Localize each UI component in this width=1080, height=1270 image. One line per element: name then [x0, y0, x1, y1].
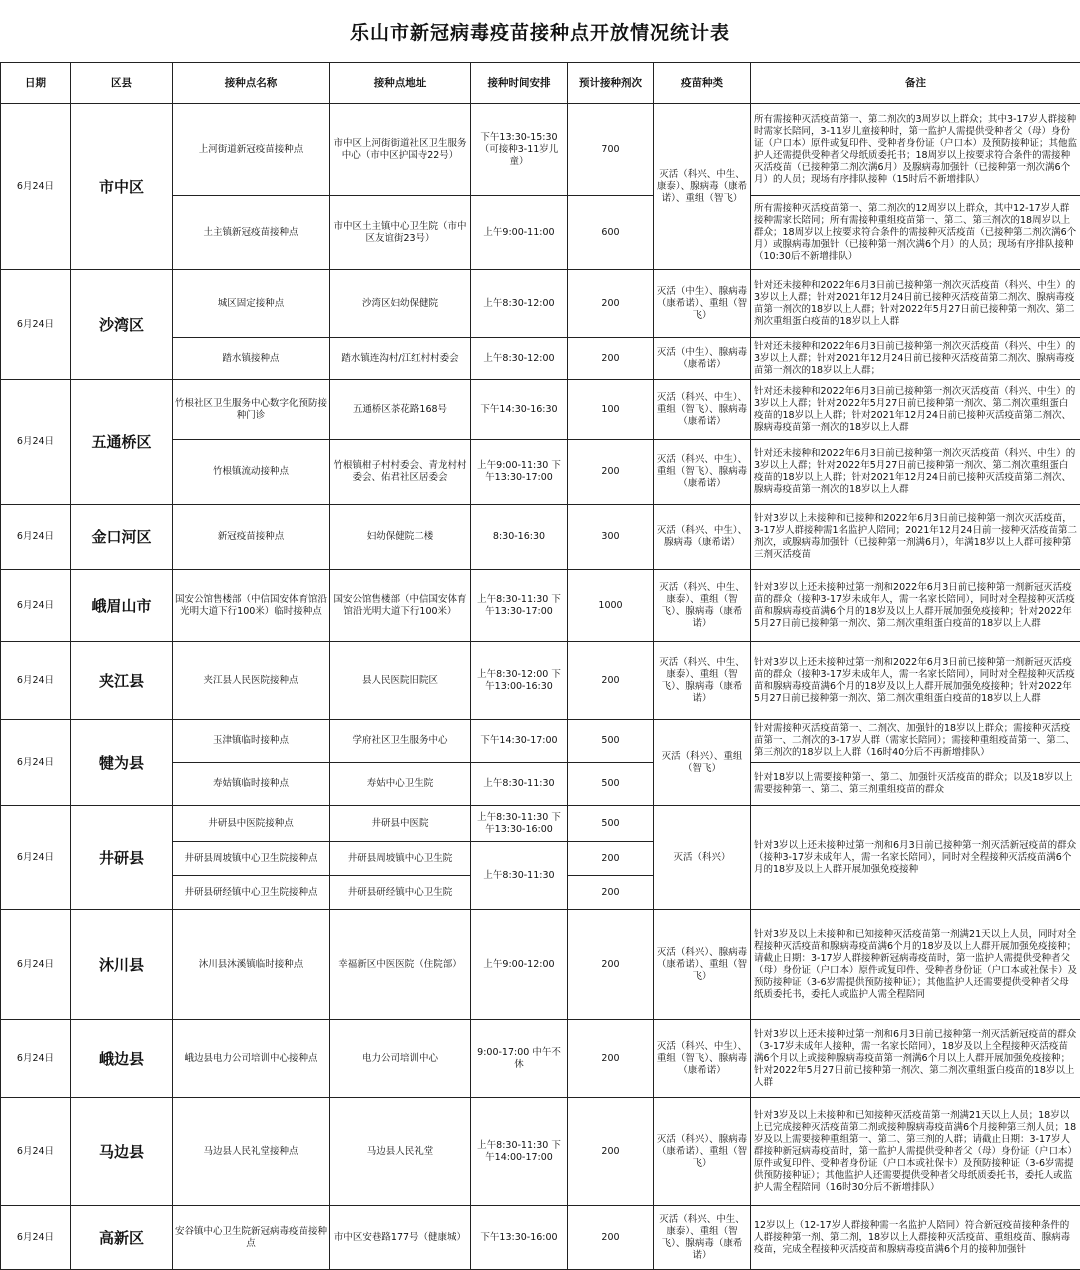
district-cell: 高新区 — [71, 1206, 173, 1270]
sheet-title: 乐山市新冠病毒疫苗接种点开放情况统计表 — [349, 21, 730, 44]
time-cell: 上午8:30-11:30 下午14:00-17:00 — [471, 1098, 568, 1206]
table-row — [1, 1098, 1080, 1206]
site-address-cell: 井研县中医院 — [330, 806, 471, 842]
note-cell: 所有需接种灭活疫苗第一、第二剂次的12周岁以上群众，其中12-17岁人群接种需家长陪同；所有需接种重组疫苗第一、第二、第三剂次的18周岁以上群众；18周岁以上按要求符合条件的需接种灭活疫苗（已接种第二剂次满6个月）或腺病毒加强针（已接种第一剂次满6个月）的人员；现场有序排队接种（10:30后不新增排队） — [751, 196, 1080, 270]
site-address-cell: 国安公馆售楼部（中信国安体育馆沿光明大道下行100米） — [330, 570, 471, 642]
date-cell: 6月24日 — [1, 720, 71, 806]
time-cell: 下午13:30-16:00 — [471, 1206, 568, 1270]
header-site-address: 接种点地址 — [330, 63, 471, 104]
doses-cell: 700 — [568, 104, 654, 196]
table-row — [1, 380, 1080, 440]
time-cell: 上午8:30-12:00 — [471, 270, 568, 338]
time-cell: 上午9:00-11:00 — [471, 196, 568, 270]
doses-cell: 300 — [568, 505, 654, 570]
doses-cell: 200 — [568, 1020, 654, 1098]
doses-cell: 200 — [568, 440, 654, 505]
site-name-cell: 国安公馆售楼部（中信国安体育馆沿光明大道下行100米）临时接种点 — [173, 570, 330, 642]
site-name-cell: 土主镇新冠疫苗接种点 — [173, 196, 330, 270]
time-cell: 上午8:30-12:00 — [471, 338, 568, 380]
doses-cell: 600 — [568, 196, 654, 270]
note-cell: 针对3岁以上还未接种过第一剂和2022年6月3日前已接种第一剂新冠灭活疫苗的群众（接种3-17岁未成年人，需一名家长陪同），同时对全程接种灭活疫苗和腺病毒疫苗满6个月的18岁及以上人群开展加强免疫接种；针对2022年5月27日前已接种第一剂次、第二剂次重组蛋白疫苗的18岁以上人群 — [751, 570, 1080, 642]
district-cell: 夹江县 — [71, 642, 173, 720]
site-address-cell: 市中区安巷路177号（健康城） — [330, 1206, 471, 1270]
site-name-cell: 竹根镇流动接种点 — [173, 440, 330, 505]
date-cell: 6月24日 — [1, 380, 71, 505]
time-cell: 上午9:00-12:00 — [471, 910, 568, 1020]
doses-cell: 200 — [568, 842, 654, 876]
site-address-cell: 马边县人民礼堂 — [330, 1098, 471, 1206]
time-cell: 8:30-16:30 — [471, 505, 568, 570]
district-cell: 沐川县 — [71, 910, 173, 1020]
table-row — [1, 270, 1080, 338]
vaccine-cell: 灭活（科兴）、重组（智飞） — [654, 720, 751, 806]
time-cell: 上午8:30-11:30 下午13:30-17:00 — [471, 570, 568, 642]
date-cell: 6月24日 — [1, 505, 71, 570]
site-name-cell: 踏水镇接种点 — [173, 338, 330, 380]
time-cell: 上午8:30-11:30 — [471, 842, 568, 910]
site-name-cell: 沐川县沐溪镇临时接种点 — [173, 910, 330, 1020]
header-site-name: 接种点名称 — [173, 63, 330, 104]
site-name-cell: 井研县周坡镇中心卫生院接种点 — [173, 842, 330, 876]
district-cell: 犍为县 — [71, 720, 173, 806]
doses-cell: 500 — [568, 720, 654, 763]
district-cell: 峨眉山市 — [71, 570, 173, 642]
district-cell: 峨边县 — [71, 1020, 173, 1098]
site-name-cell: 上河街道新冠疫苗接种点 — [173, 104, 330, 196]
doses-cell: 200 — [568, 338, 654, 380]
district-cell: 金口河区 — [71, 505, 173, 570]
header-date: 日期 — [1, 63, 71, 104]
district-cell: 市中区 — [71, 104, 173, 270]
site-address-cell: 踏水镇连沟村/江红村村委会 — [330, 338, 471, 380]
date-cell: 6月24日 — [1, 570, 71, 642]
site-name-cell: 马边县人民礼堂接种点 — [173, 1098, 330, 1206]
site-address-cell: 井研县研经镇中心卫生院 — [330, 876, 471, 910]
doses-cell: 500 — [568, 763, 654, 806]
time-cell: 9:00-17:00 中午不休 — [471, 1020, 568, 1098]
site-name-cell: 新冠疫苗接种点 — [173, 505, 330, 570]
district-cell: 井研县 — [71, 806, 173, 910]
vaccine-cell: 灭活（科兴、中生、康泰）、重组（智飞）、腺病毒（康希诺） — [654, 1206, 751, 1270]
vaccine-cell: 灭活（科兴、中生、康泰）、重组（智飞）、腺病毒（康希诺） — [654, 642, 751, 720]
vaccination-table — [0, 62, 1080, 1270]
doses-cell: 200 — [568, 876, 654, 910]
note-cell: 针对3岁及以上未接种和已知接种灭活疫苗第一剂满21天以上人员；18岁以上已完成接种灭活疫苗第二剂或接种腺病毒疫苗满6个月接种第三剂人员；18岁及以上需要接种重组第一、第二、第三剂的人群；请截止日期：3-17岁人群接种新冠病毒疫苗时，第一监护人需提供受种者父（母）身份证（户口本）原件或复印件、受种者身份证（户口本或社保卡）及预防接种证（3-6岁需提供预防接种证）；其他监护人还需要提供受种者父母纸质委托书，委托人或监护人需全程陪同（16时30分后不新增排队） — [751, 1098, 1080, 1206]
date-cell: 6月24日 — [1, 1098, 71, 1206]
header-district: 区县 — [71, 63, 173, 104]
doses-cell: 500 — [568, 806, 654, 842]
table-row — [1, 505, 1080, 570]
site-address-cell: 妇幼保健院二楼 — [330, 505, 471, 570]
time-cell: 上午8:30-12:00 下午13:00-16:30 — [471, 642, 568, 720]
date-cell: 6月24日 — [1, 1206, 71, 1270]
doses-cell: 200 — [568, 1098, 654, 1206]
vaccine-cell: 灭活（科兴）、腺病毒（康希诺）、重组（智飞） — [654, 910, 751, 1020]
site-name-cell: 夹江县人民医院接种点 — [173, 642, 330, 720]
site-address-cell: 井研县周坡镇中心卫生院 — [330, 842, 471, 876]
district-cell: 马边县 — [71, 1098, 173, 1206]
vaccine-cell: 灭活（中生）、腺病毒（康希诺）、重组（智飞） — [654, 270, 751, 338]
site-name-cell: 寿姑镇临时接种点 — [173, 763, 330, 806]
site-name-cell: 安谷镇中心卫生院新冠病毒疫苗接种点 — [173, 1206, 330, 1270]
vaccine-cell: 灭活（科兴、中生）、重组（智飞）、腺病毒（康希诺） — [654, 380, 751, 440]
note-cell: 针对还未接种和2022年6月3日前已接种第一剂次灭活疫苗（科兴、中生）的3岁以上人群；针对2021年12月24日前已接种灭活疫苗第二剂次、腺病毒疫苗第一剂次的18岁以上人群； — [751, 338, 1080, 380]
table-row — [1, 1020, 1080, 1098]
site-address-cell: 幸福新区中医医院（住院部） — [330, 910, 471, 1020]
note-cell: 针对需接种灭活疫苗第一、二剂次、加强针的18岁以上群众；需接种灭活疫苗第一、二剂次的3-17岁人群（需家长陪同）；需接种重组疫苗第一、第二、第三剂次的18岁以上人群（16时40分后不再新增排队） — [751, 720, 1080, 763]
vaccine-cell: 灭活（科兴、中生）、腺病毒（康希诺） — [654, 505, 751, 570]
date-cell: 6月24日 — [1, 642, 71, 720]
site-address-cell: 五通桥区茶花路168号 — [330, 380, 471, 440]
doses-cell: 200 — [568, 910, 654, 1020]
district-cell: 沙湾区 — [71, 270, 173, 380]
table-row — [1, 720, 1080, 763]
table-row — [1, 642, 1080, 720]
time-cell: 上午9:00-11:30 下午13:30-17:00 — [471, 440, 568, 505]
vaccine-cell: 灭活（科兴、中生、康泰）、腺病毒（康希诺）、重组（智飞） — [654, 104, 751, 270]
site-name-cell: 井研县中医院接种点 — [173, 806, 330, 842]
note-cell: 12岁以上（12-17岁人群接种需一名监护人陪同）符合新冠疫苗接种条件的人群接种第一剂、第二剂，18岁以上人群接种灭活疫苗、重组疫苗、腺病毒疫苗，完成全程接种灭活疫苗和腺病毒疫苗满6个月的接种加强针 — [751, 1206, 1080, 1270]
vaccine-cell: 灭活（科兴、中生）、重组（智飞）、腺病毒（康希诺） — [654, 1020, 751, 1098]
note-cell: 所有需接种灭活疫苗第一、第二剂次的3周岁以上群众；其中3-17岁人群接种时需家长陪同，3-11岁儿童接种时，第一监护人需提供受种者父（母）身份证（户口本）原件或复印件、受种者身份证（户口本）及预防接种证；其他监护人还需提供受种者父母纸质委托书；18周岁以上按要求符合条件的需接种灭活疫苗（已接种第二剂次满6月）及腺病毒加强针（已接种第一剂次满6个月）的人员；现场有序排队接种（15时后不新增排队） — [751, 104, 1080, 196]
table-body — [1, 104, 1080, 1270]
doses-cell: 200 — [568, 642, 654, 720]
site-name-cell: 城区固定接种点 — [173, 270, 330, 338]
site-address-cell: 县人民医院旧院区 — [330, 642, 471, 720]
doses-cell: 200 — [568, 1206, 654, 1270]
site-name-cell: 竹根社区卫生服务中心数字化预防接种门诊 — [173, 380, 330, 440]
header-doses: 预计接种剂次 — [568, 63, 654, 104]
note-cell: 针对还未接种和2022年6月3日前已接种第一剂次灭活疫苗（科兴、中生）的3岁以上人群；针对2021年12月24日前已接种灭活疫苗第二剂次、腺病毒疫苗第一剂次的18岁以上人群；针对2022年5月27日前已接种第一剂次、第二剂次重组蛋白疫苗的18岁以上人群 — [751, 270, 1080, 338]
table-row — [1, 570, 1080, 642]
time-cell: 下午14:30-16:30 — [471, 380, 568, 440]
site-name-cell: 峨边县电力公司培训中心接种点 — [173, 1020, 330, 1098]
time-cell: 下午13:30-15:30（可接种3-11岁儿童） — [471, 104, 568, 196]
site-address-cell: 市中区上河街街道社区卫生服务中心（市中区护国寺22号） — [330, 104, 471, 196]
site-address-cell: 学府社区卫生服务中心 — [330, 720, 471, 763]
vaccine-cell: 灭活（科兴）、腺病毒（康希诺）、重组（智飞） — [654, 1098, 751, 1206]
note-cell: 针对3岁以上未接种和已接种和2022年6月3日前已接种第一剂次灭活疫苗，3-17岁人群接种需1名监护人陪同；2021年12月24日前一接种灭活疫苗第二剂次，或腺病毒加强针（已接种第一剂满6月），年满18岁以上人群可接种第三剂灭活疫苗 — [751, 505, 1080, 570]
header-vaccine: 疫苗种类 — [654, 63, 751, 104]
note-cell: 针对18岁以上需要接种第一、第二、加强针灭活疫苗的群众；以及18岁以上需要接种第一、第二、第三剂重组疫苗的群众 — [751, 763, 1080, 806]
table-row — [1, 806, 1080, 842]
doses-cell: 100 — [568, 380, 654, 440]
site-address-cell: 市中区土主镇中心卫生院（市中区友谊街23号） — [330, 196, 471, 270]
date-cell: 6月24日 — [1, 910, 71, 1020]
date-cell: 6月24日 — [1, 104, 71, 270]
doses-cell: 200 — [568, 270, 654, 338]
table-row — [1, 1206, 1080, 1270]
time-cell: 下午14:30-17:00 — [471, 720, 568, 763]
vaccine-cell: 灭活（科兴、中生）、重组（智飞）、腺病毒（康希诺） — [654, 440, 751, 505]
date-cell: 6月24日 — [1, 806, 71, 910]
note-cell: 针对3岁以上还未接种过第一剂和6月3日前已接种第一剂灭活新冠疫苗的群众（接种3-17岁未成年人，需一名家长陪同），同时对全程接种灭活疫苗满6个月的18岁及以上人群开展加强免疫接种 — [751, 806, 1080, 910]
site-address-cell: 电力公司培训中心 — [330, 1020, 471, 1098]
vaccine-cell: 灭活（科兴、中生、康泰）、重组（智飞）、腺病毒（康希诺） — [654, 570, 751, 642]
district-cell: 五通桥区 — [71, 380, 173, 505]
site-address-cell: 竹根镇柑子村村委会、青龙村村委会、佑君社区居委会 — [330, 440, 471, 505]
note-cell: 针对3岁以上还未接种过第一剂和2022年6月3日前已接种第一剂新冠灭活疫苗的群众（接种3-17岁未成年人，需一名家长陪同），同时对全程接种灭活疫苗和腺病毒疫苗满6个月的18岁及以上人群开展加强免疫接种；针对2022年5月27日前已接种第一剂次、第二剂次重组蛋白疫苗的18岁以上人群 — [751, 642, 1080, 720]
site-address-cell: 沙湾区妇幼保健院 — [330, 270, 471, 338]
header-note: 备注 — [751, 63, 1080, 104]
date-cell: 6月24日 — [1, 270, 71, 380]
vaccine-cell: 灭活（中生）、腺病毒（康希诺） — [654, 338, 751, 380]
date-cell: 6月24日 — [1, 1020, 71, 1098]
site-name-cell: 玉津镇临时接种点 — [173, 720, 330, 763]
time-cell: 上午8:30-11:30 下午13:30-16:00 — [471, 806, 568, 842]
header-row — [1, 63, 1080, 104]
note-cell: 针对还未接种和2022年6月3日前已接种第一剂次灭活疫苗（科兴、中生）的3岁以上人群；针对2022年5月27日前已接种第一剂次、第二剂次重组蛋白疫苗的18岁以上人群；针对2021年12月24日前已接种灭活疫苗第二剂次、腺病毒疫苗第一剂次的18岁以上人群 — [751, 440, 1080, 505]
note-cell: 针对3岁及以上未接种和已知接种灭活疫苗第一剂满21天以上人员，同时对全程接种灭活疫苗和腺病毒疫苗满6个月的18岁及以上人群开展加强免疫接种；请截止日期：3-17岁人群接种新冠病毒疫苗时，第一监护人需提供受种者父（母）身份证（户口本）原件或复印件、受种者身份证（户口本或社保卡）及预防接种证（3-6岁需提供预防接种证）；其他监护人还需要提供受种者父母纸质委托书，委托人或监护人需全程陪同 — [751, 910, 1080, 1020]
doses-cell: 1000 — [568, 570, 654, 642]
header-time: 接种时间安排 — [471, 63, 568, 104]
table-row — [1, 910, 1080, 1020]
table-row — [1, 104, 1080, 196]
site-address-cell: 寿姑中心卫生院 — [330, 763, 471, 806]
time-cell: 上午8:30-11:30 — [471, 763, 568, 806]
note-cell: 针对还未接种和2022年6月3日前已接种第一剂次灭活疫苗（科兴、中生）的3岁以上人群；针对2022年5月27日前已接种第一剂次、第二剂次重组蛋白疫苗的18岁以上人群；针对2021年12月24日前已接种灭活疫苗第二剂次、腺病毒疫苗第一剂次的18岁以上人群 — [751, 380, 1080, 440]
site-name-cell: 井研县研经镇中心卫生院接种点 — [173, 876, 330, 910]
note-cell: 针对3岁以上还未接种过第一剂和6月3日前已接种第一剂灭活新冠疫苗的群众（3-17岁未成年人接种，需一名家长陪同），18岁及以上全程接种灭活疫苗满6个月以上或接种腺病毒疫苗第一剂满6个月以上人群开展加强免疫接种；针对2022年5月27日前已接种第一剂次、第二剂次重组蛋白疫苗的18岁以上人群 — [751, 1020, 1080, 1098]
vaccine-cell: 灭活（科兴） — [654, 806, 751, 910]
